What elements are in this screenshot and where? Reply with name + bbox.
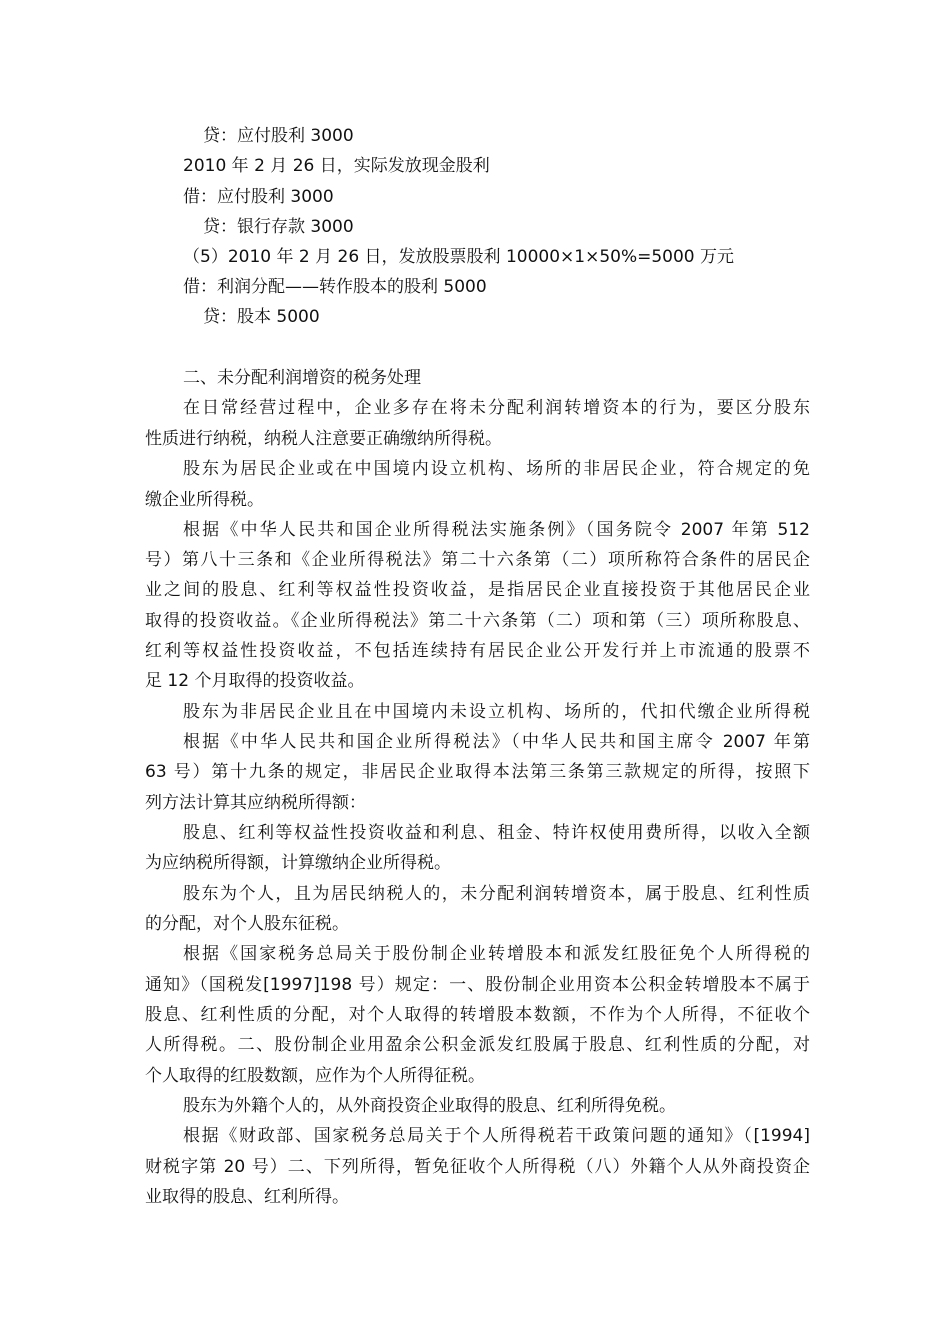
entry-date-cash-dividend: 2010 年 2 月 26 日，实际发放现金股利 — [183, 156, 490, 176]
paragraph-line: 财税字第 20 号）二、下列所得，暂免征收个人所得税（八）外籍个人从外商投资企 — [145, 1157, 810, 1177]
paragraph-line: 的分配，对个人股东征税。 — [145, 914, 349, 934]
paragraph-line: 列方法计算其应纳税所得额： — [145, 793, 366, 813]
paragraph-line: 业之间的股息、红利等权益性投资收益，是指居民企业直接投资于其他居民企业 — [145, 580, 810, 600]
section-heading: 二、未分配利润增资的税务处理 — [183, 368, 421, 388]
entry-credit-share-capital: 贷：股本 5000 — [203, 307, 320, 327]
paragraph-line: 根据《财政部、国家税务总局关于个人所得税若干政策问题的通知》（[1994] — [183, 1126, 810, 1146]
entry-stock-dividend: （5）2010 年 2 月 26 日，发放股票股利 10000×1×50%=5000 万元 — [183, 247, 735, 267]
paragraph-line: 股息、红利性质的分配，对个人取得的转增股本数额，不作为个人所得，不征收个 — [145, 1005, 810, 1025]
paragraph-line: 根据《中华人民共和国企业所得税法》（中华人民共和国主席令 2007 年第 — [183, 732, 810, 752]
paragraph-line: 缴企业所得税。 — [145, 490, 264, 510]
paragraph-line: 取得的投资收益。《企业所得税法》第二十六条第（二）项和第（三）项所称股息、 — [145, 611, 810, 631]
entry-debit-dividends-payable: 借：应付股利 3000 — [183, 187, 334, 207]
paragraph-line: 业取得的股息、红利所得。 — [145, 1187, 349, 1207]
paragraph-line: 股息、红利等权益性投资收益和利息、租金、特许权使用费所得，以收入全额 — [183, 823, 810, 843]
paragraph-line: 根据《中华人民共和国企业所得税法实施条例》（国务院令 2007 年第 512 — [183, 520, 810, 540]
paragraph-line: 股东为外籍个人的，从外商投资企业取得的股息、红利所得免税。 — [183, 1096, 676, 1116]
paragraph-line: 个人取得的红股数额，应作为个人所得征税。 — [145, 1066, 485, 1086]
entry-credit-bank-deposit: 贷：银行存款 3000 — [203, 217, 354, 237]
paragraph-line: 性质进行纳税，纳税人注意要正确缴纳所得税。 — [145, 429, 502, 449]
paragraph-line: 通知》（国税发[1997]198 号）规定：一、股份制企业用资本公积金转增股本不属于 — [145, 975, 810, 995]
paragraph-line: 根据《国家税务总局关于股份制企业转增股本和派发红股征免个人所得税的 — [183, 944, 810, 964]
entry-debit-profit-distribution: 借：利润分配——转作股本的股利 5000 — [183, 277, 487, 297]
paragraph-line: 为应纳税所得额，计算缴纳企业所得税。 — [145, 853, 451, 873]
paragraph-line: 股东为居民企业或在中国境内设立机构、场所的非居民企业，符合规定的免 — [183, 459, 810, 479]
paragraph-line: 红利等权益性投资收益，不包括连续持有居民企业公开发行并上市流通的股票不 — [145, 641, 810, 661]
paragraph-line: 股东为个人，且为居民纳税人的，未分配利润转增资本，属于股息、红利性质 — [183, 884, 810, 904]
paragraph-line: 足 12 个月取得的投资收益。 — [145, 671, 365, 691]
paragraph-line: 人所得税。二、股份制企业用盈余公积金派发红股属于股息、红利性质的分配，对 — [145, 1035, 810, 1055]
paragraph-line: 号）第八十三条和《企业所得税法》第二十六条第（二）项所称符合条件的居民企 — [145, 550, 810, 570]
entry-credit-dividends-payable: 贷：应付股利 3000 — [203, 126, 354, 146]
paragraph-line: 股东为非居民企业且在中国境内未设立机构、场所的，代扣代缴企业所得税 — [183, 702, 810, 722]
paragraph-line: 在日常经营过程中，企业多存在将未分配利润转增资本的行为，要区分股东 — [183, 398, 810, 418]
paragraph-line: 63 号）第十九条的规定，非居民企业取得本法第三条第三款规定的所得，按照下 — [145, 762, 810, 782]
